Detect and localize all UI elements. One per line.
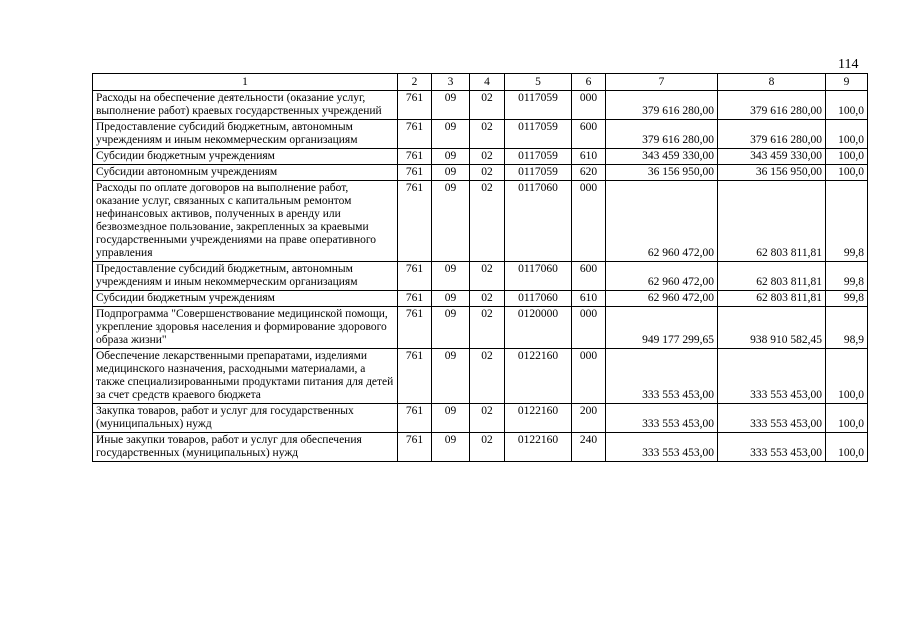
row-name-cell: Расходы на обеспечение деятельности (оказание услуг, выполнение работ) краевых государственных учреждений bbox=[93, 91, 398, 120]
subsection-cell: 02 bbox=[470, 120, 505, 149]
planned-amount-cell: 62 960 472,00 bbox=[606, 181, 718, 262]
target-article-cell: 0122160 bbox=[505, 404, 572, 433]
ministry-code-cell: 761 bbox=[398, 433, 432, 462]
execution-percent-cell: 100,0 bbox=[826, 349, 868, 404]
expense-type-cell: 600 bbox=[572, 120, 606, 149]
executed-amount-cell: 343 459 330,00 bbox=[718, 149, 826, 165]
target-article-cell: 0122160 bbox=[505, 433, 572, 462]
subsection-cell: 02 bbox=[470, 307, 505, 349]
subsection-cell: 02 bbox=[470, 181, 505, 262]
ministry-code-cell: 761 bbox=[398, 165, 432, 181]
executed-amount-cell: 938 910 582,45 bbox=[718, 307, 826, 349]
table-row bbox=[93, 433, 868, 462]
executed-amount-cell: 62 803 811,81 bbox=[718, 181, 826, 262]
expense-type-cell: 600 bbox=[572, 262, 606, 291]
execution-percent-cell: 100,0 bbox=[826, 149, 868, 165]
header-cell: 9 bbox=[826, 74, 868, 91]
target-article-cell: 0117060 bbox=[505, 181, 572, 262]
expense-type-cell: 610 bbox=[572, 291, 606, 307]
ministry-code-cell: 761 bbox=[398, 149, 432, 165]
subsection-cell: 02 bbox=[470, 91, 505, 120]
expense-type-cell: 000 bbox=[572, 349, 606, 404]
executed-amount-cell: 62 803 811,81 bbox=[718, 291, 826, 307]
execution-percent-cell: 99,8 bbox=[826, 181, 868, 262]
target-article-cell: 0117059 bbox=[505, 165, 572, 181]
section-cell: 09 bbox=[432, 91, 470, 120]
expense-type-cell: 200 bbox=[572, 404, 606, 433]
target-article-cell: 0117059 bbox=[505, 91, 572, 120]
execution-percent-cell: 100,0 bbox=[826, 404, 868, 433]
execution-percent-cell: 100,0 bbox=[826, 120, 868, 149]
target-article-cell: 0122160 bbox=[505, 349, 572, 404]
table-row bbox=[93, 181, 868, 262]
section-cell: 09 bbox=[432, 262, 470, 291]
ministry-code-cell: 761 bbox=[398, 120, 432, 149]
executed-amount-cell: 62 803 811,81 bbox=[718, 262, 826, 291]
row-name-cell: Иные закупки товаров, работ и услуг для обеспечения государственных (муниципальных) нужд bbox=[93, 433, 398, 462]
ministry-code-cell: 761 bbox=[398, 307, 432, 349]
target-article-cell: 0117059 bbox=[505, 149, 572, 165]
target-article-cell: 0117059 bbox=[505, 120, 572, 149]
row-name-cell: Обеспечение лекарственными препаратами, изделиями медицинского назначения, расходными материалами, а также специализированными продуктами питания для детей за счет средств краевого бюджета bbox=[93, 349, 398, 404]
table-row bbox=[93, 165, 868, 181]
target-article-cell: 0117060 bbox=[505, 291, 572, 307]
row-name-cell: Предоставление субсидий бюджетным, автономным учреждениям и иным некоммерческим организациям bbox=[93, 262, 398, 291]
row-name-cell: Закупка товаров, работ и услуг для государственных (муниципальных) нужд bbox=[93, 404, 398, 433]
target-article-cell: 0120000 bbox=[505, 307, 572, 349]
execution-percent-cell: 99,8 bbox=[826, 291, 868, 307]
planned-amount-cell: 62 960 472,00 bbox=[606, 291, 718, 307]
planned-amount-cell: 333 553 453,00 bbox=[606, 433, 718, 462]
section-cell: 09 bbox=[432, 307, 470, 349]
subsection-cell: 02 bbox=[470, 433, 505, 462]
execution-percent-cell: 99,8 bbox=[826, 262, 868, 291]
header-cell: 5 bbox=[505, 74, 572, 91]
subsection-cell: 02 bbox=[470, 262, 505, 291]
header-cell: 8 bbox=[718, 74, 826, 91]
planned-amount-cell: 333 553 453,00 bbox=[606, 349, 718, 404]
header-cell: 3 bbox=[432, 74, 470, 91]
header-row bbox=[93, 74, 868, 91]
header-cell: 7 bbox=[606, 74, 718, 91]
row-name-cell: Расходы по оплате договоров на выполнение работ, оказание услуг, связанных с капитальным ремонтом нефинансовых активов, полученных в аренду или безвозмездное пользование, закрепленных за краевыми государственными учреждениями на праве оперативного управления bbox=[93, 181, 398, 262]
subsection-cell: 02 bbox=[470, 349, 505, 404]
section-cell: 09 bbox=[432, 349, 470, 404]
planned-amount-cell: 36 156 950,00 bbox=[606, 165, 718, 181]
expense-type-cell: 000 bbox=[572, 181, 606, 262]
expense-type-cell: 620 bbox=[572, 165, 606, 181]
table-row bbox=[93, 120, 868, 149]
row-name-cell: Субсидии автономным учреждениям bbox=[93, 165, 398, 181]
executed-amount-cell: 379 616 280,00 bbox=[718, 120, 826, 149]
subsection-cell: 02 bbox=[470, 404, 505, 433]
header-cell: 1 bbox=[93, 74, 398, 91]
execution-percent-cell: 100,0 bbox=[826, 91, 868, 120]
table-row bbox=[93, 349, 868, 404]
section-cell: 09 bbox=[432, 404, 470, 433]
planned-amount-cell: 379 616 280,00 bbox=[606, 120, 718, 149]
executed-amount-cell: 333 553 453,00 bbox=[718, 349, 826, 404]
section-cell: 09 bbox=[432, 291, 470, 307]
row-name-cell: Подпрограмма "Совершенствование медицинской помощи, укрепление здоровья населения и формирование здорового образа жизни" bbox=[93, 307, 398, 349]
subsection-cell: 02 bbox=[470, 165, 505, 181]
ministry-code-cell: 761 bbox=[398, 262, 432, 291]
ministry-code-cell: 761 bbox=[398, 291, 432, 307]
header-cell: 4 bbox=[470, 74, 505, 91]
target-article-cell: 0117060 bbox=[505, 262, 572, 291]
executed-amount-cell: 379 616 280,00 bbox=[718, 91, 826, 120]
ministry-code-cell: 761 bbox=[398, 349, 432, 404]
ministry-code-cell: 761 bbox=[398, 91, 432, 120]
row-name-cell: Субсидии бюджетным учреждениям bbox=[93, 291, 398, 307]
table-row bbox=[93, 262, 868, 291]
table-body bbox=[93, 91, 868, 462]
section-cell: 09 bbox=[432, 181, 470, 262]
page-number: 114 bbox=[838, 57, 859, 72]
section-cell: 09 bbox=[432, 433, 470, 462]
row-name-cell: Субсидии бюджетным учреждениям bbox=[93, 149, 398, 165]
planned-amount-cell: 379 616 280,00 bbox=[606, 91, 718, 120]
execution-percent-cell: 100,0 bbox=[826, 165, 868, 181]
subsection-cell: 02 bbox=[470, 291, 505, 307]
expense-type-cell: 000 bbox=[572, 91, 606, 120]
table-row bbox=[93, 307, 868, 349]
executed-amount-cell: 36 156 950,00 bbox=[718, 165, 826, 181]
ministry-code-cell: 761 bbox=[398, 181, 432, 262]
section-cell: 09 bbox=[432, 165, 470, 181]
planned-amount-cell: 343 459 330,00 bbox=[606, 149, 718, 165]
table-row bbox=[93, 149, 868, 165]
execution-percent-cell: 98,9 bbox=[826, 307, 868, 349]
budget-table bbox=[92, 73, 868, 462]
section-cell: 09 bbox=[432, 120, 470, 149]
header-cell: 6 bbox=[572, 74, 606, 91]
section-cell: 09 bbox=[432, 149, 470, 165]
header-cell: 2 bbox=[398, 74, 432, 91]
table-row bbox=[93, 291, 868, 307]
row-name-cell: Предоставление субсидий бюджетным, автономным учреждениям и иным некоммерческим организациям bbox=[93, 120, 398, 149]
executed-amount-cell: 333 553 453,00 bbox=[718, 433, 826, 462]
planned-amount-cell: 333 553 453,00 bbox=[606, 404, 718, 433]
ministry-code-cell: 761 bbox=[398, 404, 432, 433]
planned-amount-cell: 62 960 472,00 bbox=[606, 262, 718, 291]
execution-percent-cell: 100,0 bbox=[826, 433, 868, 462]
expense-type-cell: 610 bbox=[572, 149, 606, 165]
table-row bbox=[93, 91, 868, 120]
subsection-cell: 02 bbox=[470, 149, 505, 165]
planned-amount-cell: 949 177 299,65 bbox=[606, 307, 718, 349]
executed-amount-cell: 333 553 453,00 bbox=[718, 404, 826, 433]
expense-type-cell: 000 bbox=[572, 307, 606, 349]
table-row bbox=[93, 404, 868, 433]
expense-type-cell: 240 bbox=[572, 433, 606, 462]
